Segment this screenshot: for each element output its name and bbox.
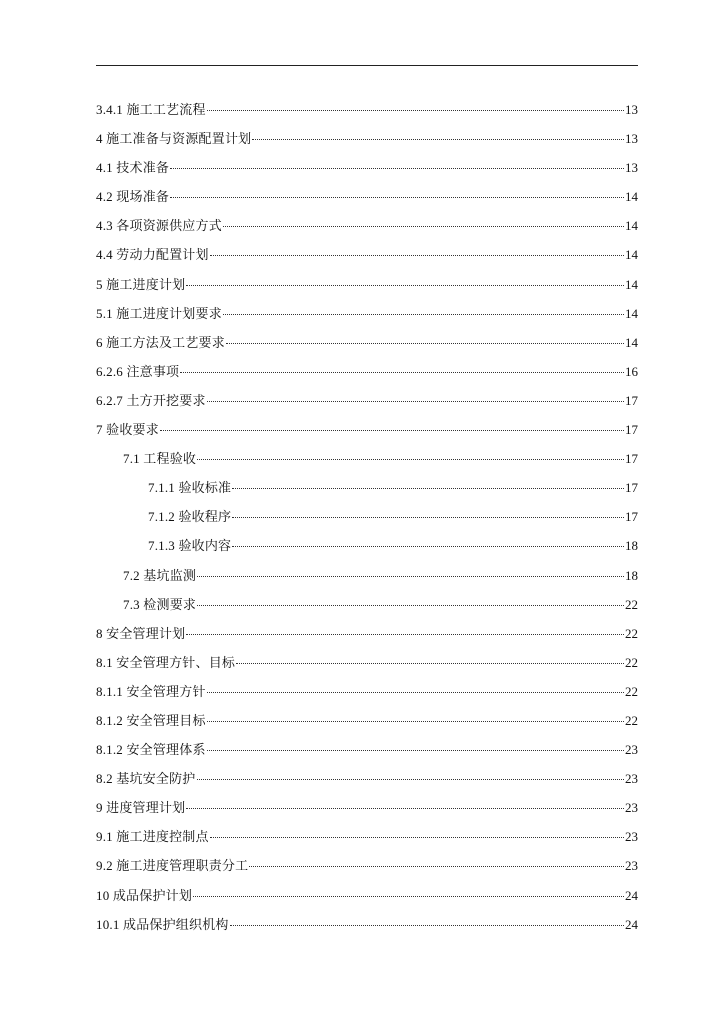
toc-entry-label: 7.1 工程验收 [123,451,197,467]
toc-entry[interactable] [96,851,638,880]
toc-entry-label: 5.1 施工进度计划要求 [96,305,222,321]
toc-dot-leader [249,866,624,867]
toc-entry-label: 6.2.7 土方开挖要求 [96,392,206,408]
toc-entry-label: 8.1.2 安全管理体系 [96,742,206,758]
toc-entry-page-number: 14 [625,334,638,350]
toc-entry-page-number: 14 [625,276,638,292]
toc-entry-page-number: 22 [625,712,638,728]
toc-entry[interactable] [96,648,638,677]
toc-entry[interactable] [96,735,638,764]
toc-entry[interactable] [96,270,638,299]
toc-entry-label: 10.1 成品保护组织机构 [96,916,229,932]
toc-entry[interactable] [96,182,638,211]
toc-dot-leader [197,576,624,577]
toc-dot-leader [207,110,624,111]
toc-entry[interactable] [96,677,638,706]
toc-entry[interactable] [96,910,638,939]
toc-entry[interactable] [96,386,638,415]
toc-entry-label: 9 进度管理计划 [96,800,186,816]
toc-entry-page-number: 22 [625,654,638,670]
toc-entry[interactable] [96,299,638,328]
header-rule [96,65,638,66]
toc-entry[interactable] [96,561,638,590]
toc-entry-page-number: 24 [625,887,638,903]
toc-dot-leader [207,692,624,693]
toc-entry[interactable] [96,473,638,502]
toc-dot-leader [230,925,624,926]
toc-entry-page-number: 23 [625,742,638,758]
toc-entry-label: 8.2 基坑安全防护 [96,771,196,787]
toc-dot-leader [223,314,624,315]
toc-dot-leader [207,401,624,402]
toc-entry[interactable] [96,357,638,386]
toc-entry-page-number: 18 [625,538,638,554]
toc-dot-leader [193,896,624,897]
toc-entry[interactable] [96,531,638,560]
toc-entry-page-number: 13 [625,131,638,147]
toc-entry-label: 6 施工方法及工艺要求 [96,334,225,350]
toc-entry[interactable] [96,240,638,269]
toc-entry-page-number: 17 [625,509,638,525]
toc-entry[interactable] [96,95,638,124]
toc-entry-label: 6.2.6 注意事项 [96,363,180,379]
toc-dot-leader [210,837,624,838]
toc-dot-leader [160,430,624,431]
toc-entry-label: 7 验收要求 [96,422,159,438]
toc-entry[interactable] [96,502,638,531]
toc-entry-label: 9.1 施工进度控制点 [96,829,209,845]
toc-entry-page-number: 14 [625,189,638,205]
toc-entry-label: 7.1.3 验收内容 [148,538,232,554]
toc-entry[interactable] [96,881,638,910]
toc-entry-page-number: 23 [625,858,638,874]
toc-entry-label: 7.3 检测要求 [123,596,197,612]
toc-entry-page-number: 14 [625,247,638,263]
toc-entry-label: 8.1.1 安全管理方针 [96,683,206,699]
toc-entry-label: 4.1 技术准备 [96,160,170,176]
toc-entry[interactable] [96,124,638,153]
toc-entry-page-number: 14 [625,218,638,234]
toc-entry-page-number: 16 [625,363,638,379]
toc-entry[interactable] [96,444,638,473]
toc-entry-page-number: 23 [625,771,638,787]
toc-dot-leader [180,372,624,373]
toc-dot-leader [226,343,624,344]
toc-dot-leader [207,750,624,751]
toc-dot-leader [197,459,624,460]
toc-dot-leader [197,779,624,780]
toc-dot-leader [210,255,624,256]
toc-entry-page-number: 17 [625,451,638,467]
toc-entry[interactable] [96,590,638,619]
toc-dot-leader [223,226,624,227]
toc-entry[interactable] [96,415,638,444]
toc-entry-page-number: 23 [625,829,638,845]
toc-entry-label: 10 成品保护计划 [96,887,193,903]
toc-entry[interactable] [96,793,638,822]
toc-dot-leader [207,721,624,722]
toc-entry[interactable] [96,706,638,735]
toc-entry-page-number: 18 [625,567,638,583]
toc-dot-leader [186,634,624,635]
toc-entry-page-number: 22 [625,596,638,612]
toc-entry-label: 8 安全管理计划 [96,625,186,641]
toc-entry-page-number: 14 [625,305,638,321]
toc-entry[interactable] [96,153,638,182]
toc-entry-page-number: 22 [625,625,638,641]
toc-entry-label: 3.4.1 施工工艺流程 [96,102,206,117]
toc-entry-page-number: 17 [625,392,638,408]
toc-dot-leader [252,139,624,140]
toc-dot-leader [170,168,624,169]
toc-entry[interactable] [96,822,638,851]
toc-entry-page-number: 17 [625,480,638,496]
table-of-contents [96,95,638,939]
toc-entry-label: 8.1.2 安全管理目标 [96,712,206,728]
toc-dot-leader [186,808,624,809]
toc-entry-label: 4.3 各项资源供应方式 [96,218,222,234]
toc-dot-leader [236,663,624,664]
toc-entry[interactable] [96,328,638,357]
toc-entry-label: 7.1.1 验收标准 [148,480,232,496]
toc-entry-label: 4 施工准备与资源配置计划 [96,131,252,147]
toc-entry-label: 4.4 劳动力配置计划 [96,247,209,263]
toc-entry[interactable] [96,211,638,240]
toc-dot-leader [232,546,624,547]
toc-entry[interactable] [96,619,638,648]
toc-entry[interactable] [96,764,638,793]
toc-entry-label: 4.2 现场准备 [96,189,170,205]
toc-entry-page-number: 13 [625,102,638,117]
toc-dot-leader [186,285,624,286]
toc-entry-page-number: 13 [625,160,638,176]
toc-dot-leader [232,488,624,489]
toc-entry-page-number: 22 [625,683,638,699]
toc-entry-page-number: 24 [625,916,638,932]
toc-entry-label: 7.2 基坑监测 [123,567,197,583]
toc-entry-label: 8.1 安全管理方针、目标 [96,654,236,670]
toc-entry-label: 9.2 施工进度管理职责分工 [96,858,249,874]
toc-dot-leader [232,517,624,518]
toc-dot-leader [170,197,624,198]
toc-entry-label: 5 施工进度计划 [96,276,186,292]
toc-dot-leader [197,605,624,606]
toc-entry-page-number: 23 [625,800,638,816]
toc-entry-page-number: 17 [625,422,638,438]
toc-entry-label: 7.1.2 验收程序 [148,509,232,525]
